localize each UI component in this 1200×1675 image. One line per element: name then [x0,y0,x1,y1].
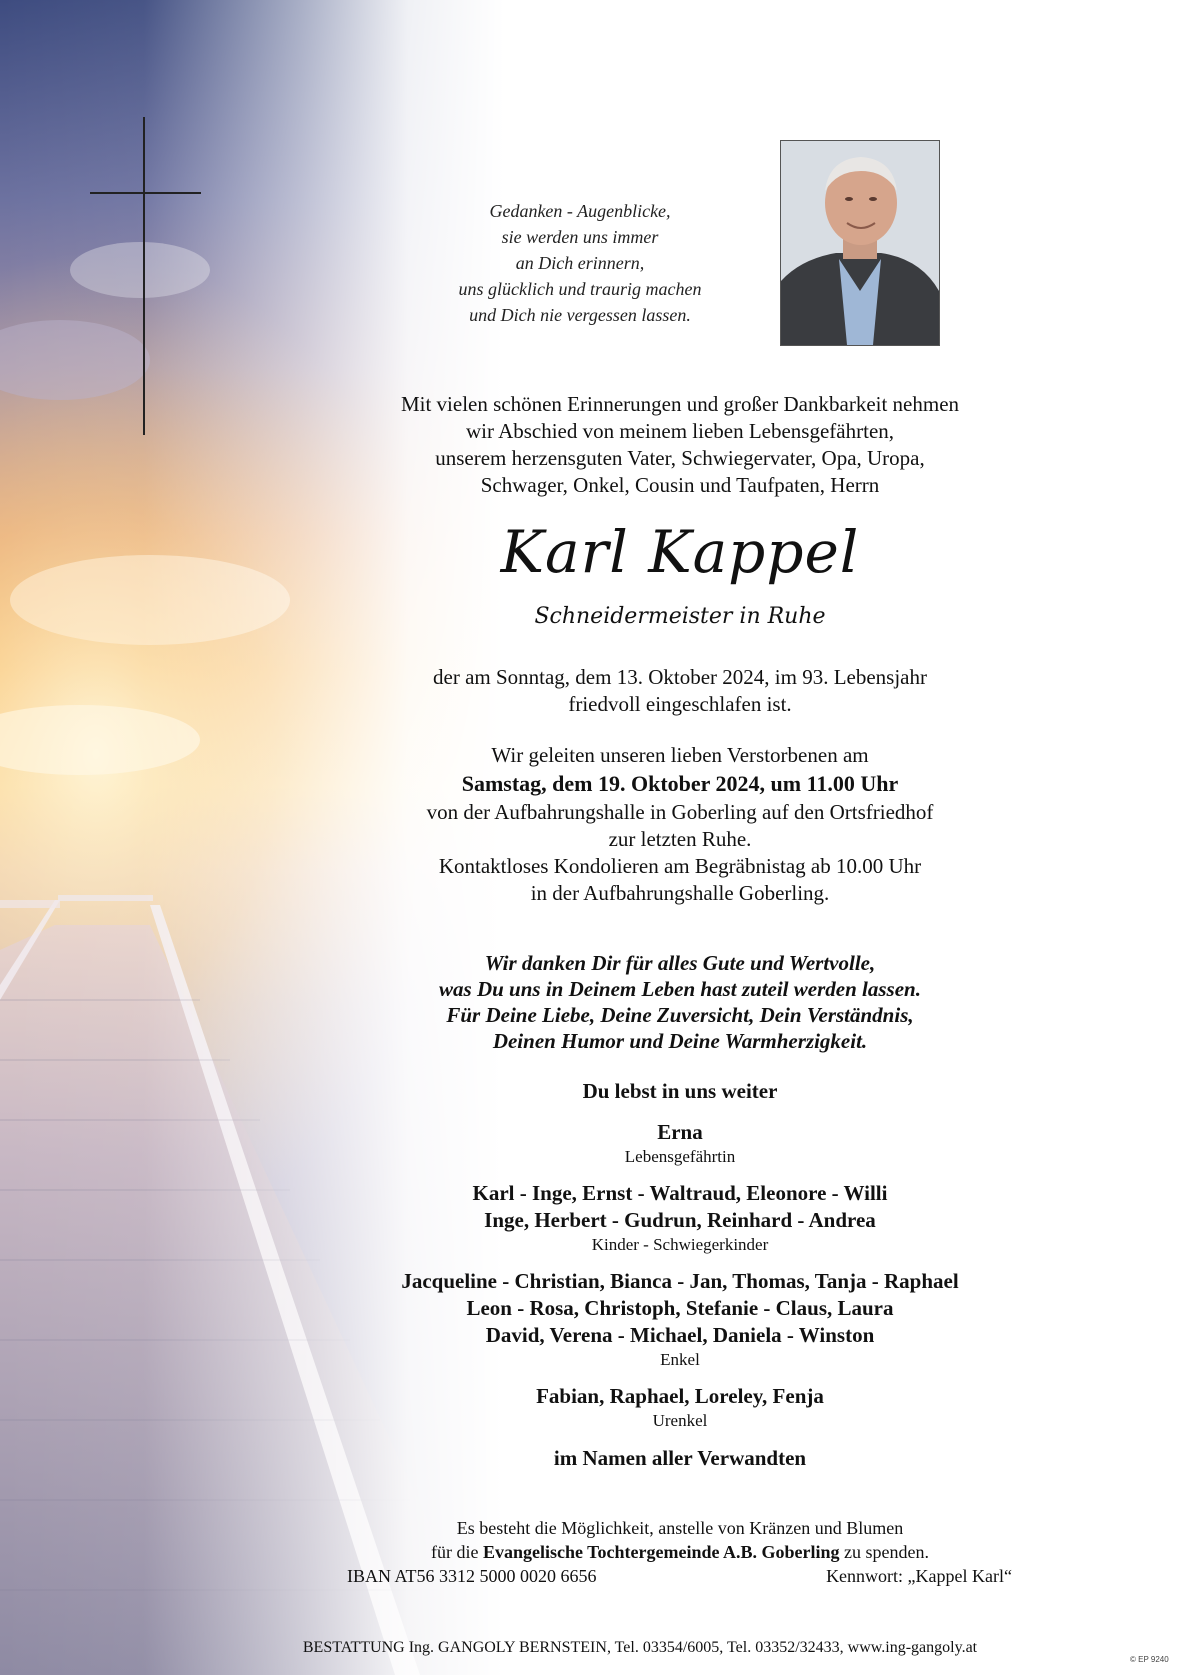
grandchildren-names: David, Verena - Michael, Daniela - Winston [485,1323,875,1347]
funeral-line: von der Aufbahrungshalle in Goberling auf den Ortsfriedhof [426,800,934,824]
thanks-line: Deinen Humor und Deine Warmherzigkeit. [492,1029,868,1053]
deceased-name: Karl Kappel [500,518,860,586]
donation-note [330,1516,1030,1564]
print-code: © EP 9240 [1130,1655,1169,1664]
children-role: Kinder - Schwiegerkinder [591,1235,769,1254]
poem-line: an Dich erinnern, [515,253,645,273]
death-notice [330,664,1030,718]
intro-text [330,391,1030,499]
death-line: der am Sonntag, dem 13. Oktober 2024, im 93. Lebensjahr [433,665,927,689]
funeral-line: Kontaktloses Kondolieren am Begräbnistag ab 10.00 Uhr [438,854,922,878]
great-grandchildren-names: Fabian, Raphael, Loreley, Fenja [536,1384,824,1408]
partner-name: Erna [657,1120,703,1144]
intro-line: unserem herzensguten Vater, Schwiegervater, Opa, Uropa, [435,446,925,470]
thanks-line: Für Deine Liebe, Deine Zuversicht, Dein Verständnis, [446,1003,914,1027]
grandchildren-names: Leon - Rosa, Christoph, Stefanie - Claus, Laura [466,1296,894,1320]
funeral-date: Samstag, dem 19. Oktober 2024, um 11.00 Uhr [461,771,899,796]
mourners-closing: im Namen aller Verwandten [553,1446,807,1470]
children-names: Inge, Herbert - Gudrun, Reinhard - Andrea [484,1208,876,1232]
poem-line: uns glücklich und traurig machen [458,279,702,299]
donation-keyword: Kennwort: „Kappel Karl“ [826,1566,1012,1586]
partner-role: Lebensgefährtin [624,1147,736,1166]
mourners-heading: Du lebst in uns weiter [582,1079,778,1103]
intro-line: Mit vielen schönen Erinnerungen und großer Dankbarkeit nehmen [400,392,960,416]
donation-text: zu spenden. [839,1542,929,1562]
thanks-line: Wir danken Dir für alles Gute und Wertvolle, [484,951,876,975]
undertaker-footer: BESTATTUNG Ing. GANGOLY BERNSTEIN, Tel. 03354/6005, Tel. 03352/32433, www.ing-gangoly.at [302,1639,978,1656]
mourners-list [330,1077,1030,1472]
cross-icon [143,117,145,435]
funeral-info [330,742,1030,907]
thanks-text [330,950,1030,1054]
cross-icon-bar [90,192,201,194]
donation-text: für die [431,1542,483,1562]
grandchildren-role: Enkel [660,1350,700,1369]
poem [405,198,755,328]
donation-recipient: Evangelische Tochtergemeinde A.B. Goberling [482,1542,840,1562]
poem-line: sie werden uns immer [501,227,659,247]
great-grandchildren-role: Urenkel [652,1411,708,1430]
intro-line: Schwager, Onkel, Cousin und Taufpaten, Herrn [480,473,880,497]
donation-line-2 [330,1540,1030,1564]
poem-line: Gedanken - Augenblicke, [489,201,671,221]
death-line: friedvoll eingeschlafen ist. [568,692,792,716]
donation-line: Es besteht die Möglichkeit, anstelle von Kränzen und Blumen [456,1518,904,1538]
funeral-line: in der Aufbahrungshalle Goberling. [530,881,830,905]
thanks-line: was Du uns in Deinem Leben hast zuteil werden lassen. [439,977,921,1001]
iban: IBAN AT56 3312 5000 0020 6656 [347,1566,597,1586]
grandchildren-names: Jacqueline - Christian, Bianca - Jan, Thomas, Tanja - Raphael [401,1269,959,1293]
deceased-title: Schneidermeister in Ruhe [534,604,826,629]
intro-line: wir Abschied von meinem lieben Lebensgefährten, [465,419,895,443]
funeral-line: zur letzten Ruhe. [608,827,752,851]
children-names: Karl - Inge, Ernst - Waltraud, Eleonore - Willi [472,1181,888,1205]
poem-line: und Dich nie vergessen lassen. [469,305,691,325]
funeral-line: Wir geleiten unseren lieben Verstorbenen am [491,743,869,767]
portrait-photo [780,140,940,346]
